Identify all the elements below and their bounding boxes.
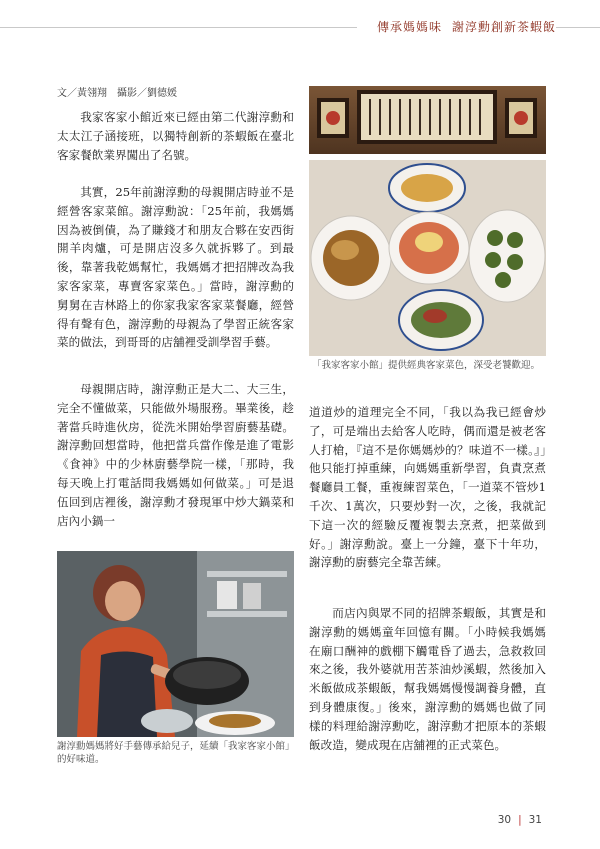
chef-photo xyxy=(57,551,294,737)
page-number-right: 31 xyxy=(528,814,542,826)
chef-caption: 謝淳勳媽媽將好手藝傳承給兒子，延續「我家客家小館」的好味道。 xyxy=(57,741,295,765)
paragraph-5: 而店內與眾不同的招牌茶蝦飯，其實是和謝淳勳的媽媽童年回憶有關。「小時候我媽媽在廟口酬神的戲棚下觸電昏了過去，急救救回來之後，我外婆就用苦茶油炒溪蝦，然後加入米飯做成茶蝦飯，幫我媽媽慢慢調養身體，直到身體康復。」後來，謝淳勳的媽媽也做了同樣的料理給謝淳勳吃，謝淳勳才把原本的茶蝦飯改造，變成現在店舖裡的正式菜色。 xyxy=(309,606,546,752)
page-numbers xyxy=(498,814,542,826)
section-title: 傳承媽媽味 xyxy=(376,20,442,34)
page-separator: | xyxy=(518,814,522,826)
dishes-caption: 「我家客家小館」提供經典客家菜色，深受老饕歡迎。 xyxy=(312,360,541,371)
dishes-illustration xyxy=(309,160,546,356)
page-number-left: 30 xyxy=(497,814,512,826)
paragraph-4: 道道炒的道理完全不同，「我以為我已經會炒了，可是端出去給客人吃時，偶而還是被老客人打槍，『這不是你媽媽炒的？味道不一樣。』」他只能打掉重練，向媽媽重新學習，負責烹煮餐廳員工餐，重複練習菜色，「一道菜不管炒1千次、1萬次，只要炒對一次，之後，我就記下這一次的經驗反覆複製去烹煮，把菜做到好。」謝淳勳說。臺上一分鐘，臺下十年功，謝淳勳的廚藝完全靠苦練。 xyxy=(309,405,546,570)
byline: 文／黃翎翔 攝影／劉德媛 xyxy=(57,88,177,99)
calligraphy-illustration xyxy=(309,86,546,154)
paragraph-2: 其實，25年前謝淳勳的母親開店時並不是經營客家菜館。謝淳勳說：「25年前，我媽媽因為被倒債，為了賺錢才和朋友合夥在安西街開羊肉爐，可是開店沒多久就拆夥了。到最後，靠著我乾媽幫忙，我媽媽才把招牌改為我家客家菜，專賣客家菜色。」當時，謝淳勳的舅舅在吉林路上的你家我家客家菜餐廳，經營得有聲有色，謝淳勳的母親為了學習正統客家菜的做法，到哥哥的店舖裡受訓學習手藝。 xyxy=(57,185,294,350)
article-title: 謝淳勳創新茶蝦飯 xyxy=(451,20,556,34)
paragraph-1: 我家客家小館近來已經由第二代謝淳勳和太太江子涵接班，以獨特創新的茶蝦飯在臺北客家餐飲業界闖出了名號。 xyxy=(57,110,294,162)
chef-illustration xyxy=(57,551,294,737)
calligraphy-photo xyxy=(309,86,546,154)
dishes-photo xyxy=(309,160,546,356)
running-header xyxy=(357,18,556,35)
paragraph-3: 母親開店時，謝淳勳正是大二、大三生，完全不懂做菜，只能做外場服務。畢業後，趁著當兵時進伙房，從洗米開始學習廚藝基礎。謝淳勳回想當時，他把當兵當作像是進了電影《食神》中的少林廚藝學院一樣，「那時，我每天晚上打電話問我媽媽如何做菜。」可是退伍回到店裡後，謝淳勳才發現軍中炒大鍋菜和店內小鍋一 xyxy=(57,382,294,528)
